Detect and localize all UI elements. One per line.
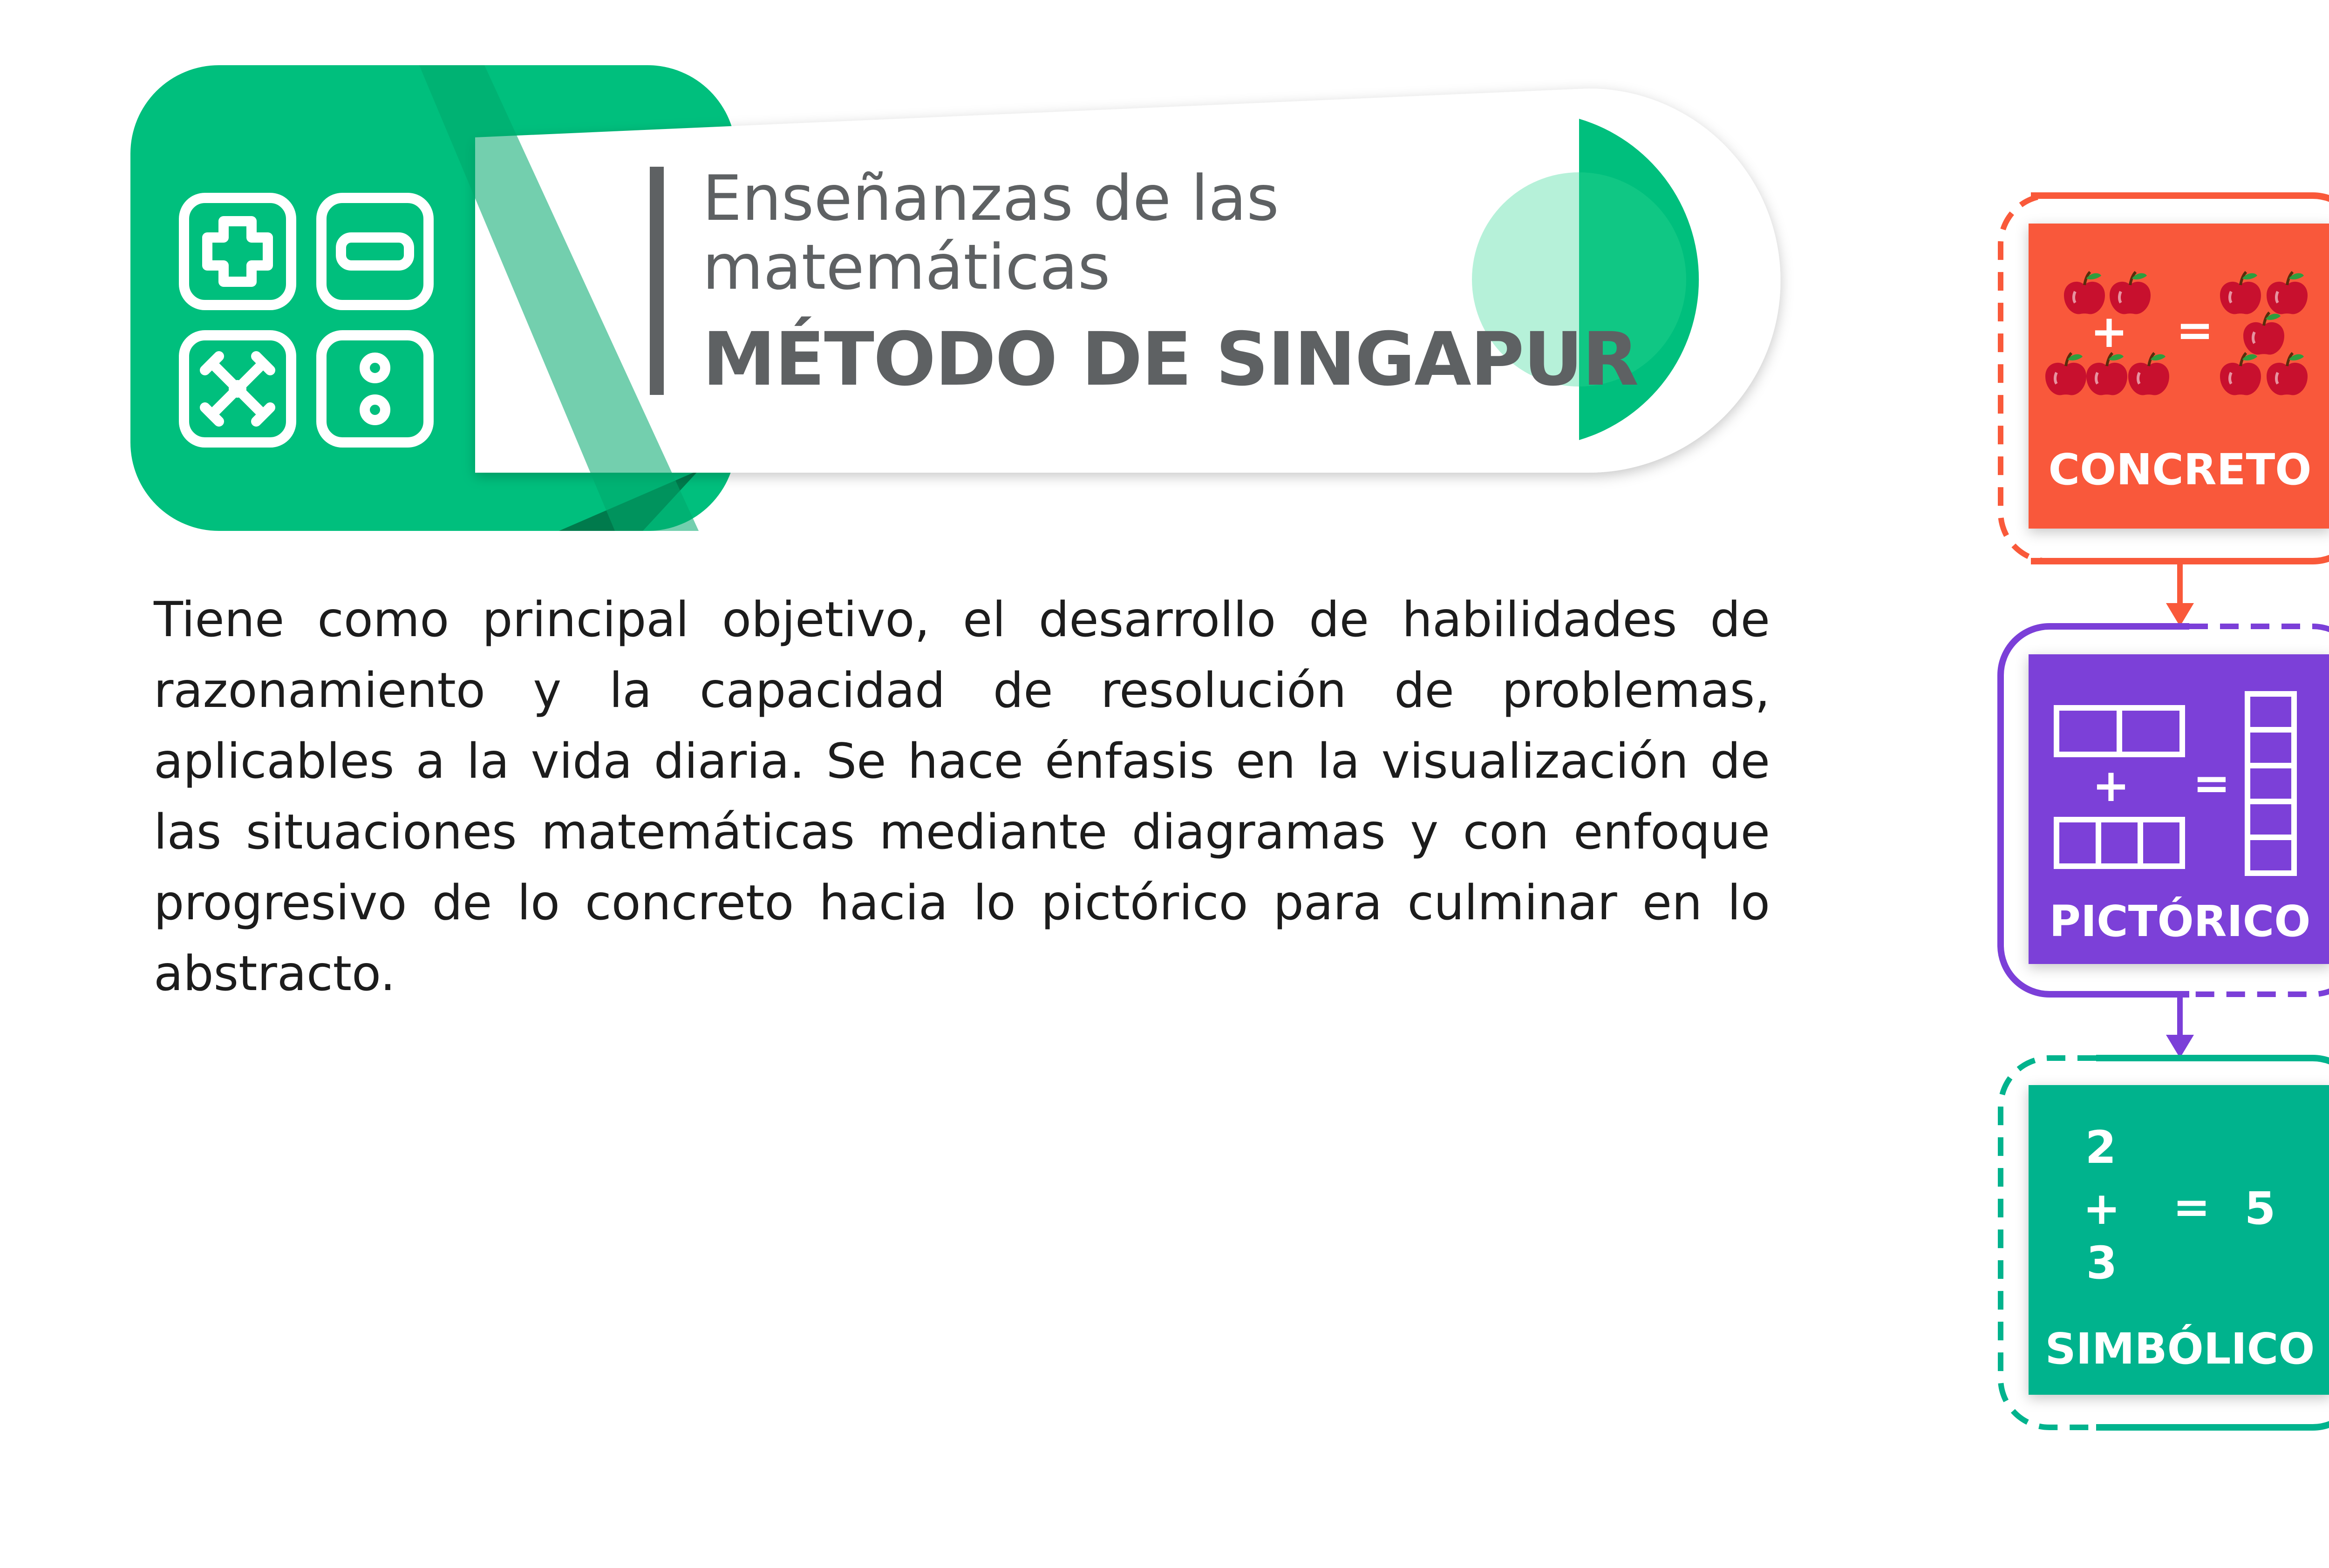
simbolico-bottom: 3 <box>2086 1237 2118 1289</box>
simbolico-equals: = <box>2172 1181 2211 1233</box>
arrow-pictorico-simbolico <box>2166 994 2194 1058</box>
stage-concreto <box>2001 196 2329 561</box>
simbolico-label: SIMBÓLICO <box>2045 1324 2315 1374</box>
concreto-label: CONCRETO <box>2048 445 2312 495</box>
concreto-plus: + <box>2090 305 2128 358</box>
pictorico-plus: + <box>2092 760 2130 812</box>
title-divider <box>650 167 664 395</box>
header-title: MÉTODO DE SINGAPUR <box>702 317 1638 402</box>
simbolico-top: 2 <box>2085 1121 2117 1174</box>
arrow-concreto-pictorico <box>2166 561 2194 626</box>
simbolico-plus: + <box>2083 1182 2121 1235</box>
stage-pictorico <box>2001 626 2329 994</box>
stage-simbolico <box>2001 1058 2329 1427</box>
pictorico-equals: = <box>2193 757 2231 809</box>
concreto-equals: = <box>2176 304 2214 356</box>
simbolico-result: 5 <box>2244 1182 2276 1235</box>
pictorico-label: PICTÓRICO <box>2049 896 2311 946</box>
body-paragraph: Tiene como principal objetivo, el desarrollo de habilidades de razonamiento y la capacidad de resolución de problemas, aplicables a la vida diaria. Se hace énfasis en la visualización de las situaciones matemáticas mediante diagramas y con enfoque progresivo de lo concreto hacia lo pictórico para culminar en lo abstracto. <box>154 592 1770 1002</box>
header-subtitle: Enseñanzas de las matemáticas <box>702 162 1279 304</box>
